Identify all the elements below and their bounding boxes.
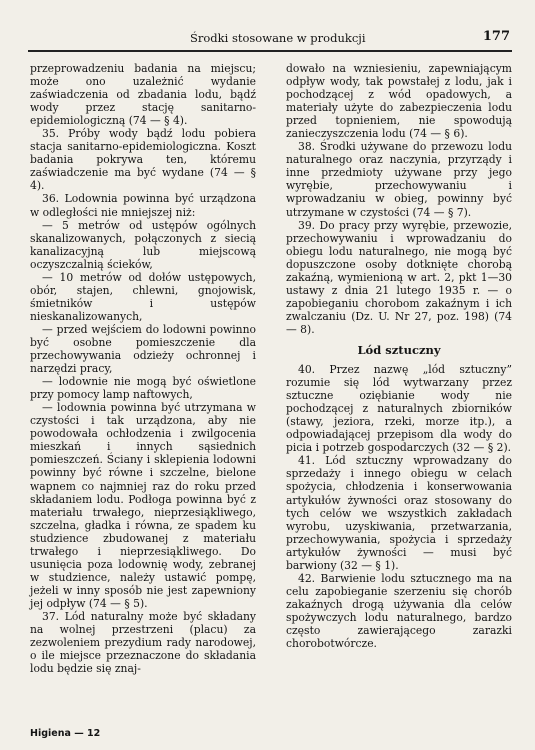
paragraph-36: 36. Lodownia powinna być urządzona w odległości nie mniejszej niż: <box>30 192 256 219</box>
page-header <box>30 31 510 49</box>
section-heading: Lód sztuczny <box>357 342 441 357</box>
paragraph-35: 35. Próby wody bądź lodu pobiera stacja sanitarno-epidemiologiczna. Koszt badania pokrywa ten, któremu zaświadczenie ma być wydane (74 — § 4). <box>30 127 256 193</box>
running-title: Środki stosowane w produkcji <box>190 31 366 45</box>
paragraph-40: 40. Przez nazwę „lód sztuczny” rozumie się lód wytwarzany przez sztuczne oziębianie wody nie pochodzącej z naturalnych zbiorników (stawy, jeziora, rzeki, morze itp.), a odpowiadającej przepisom dla wody do picia i potrzeb gospodarczych (32 — § 2). <box>286 363 512 455</box>
paragraph-continuation: przeprowadzeniu badania na miejscu; może ono uzależnić wydanie zaświadczenia od zbadania lodu, bądź wody przez stację sanitarno-epidemiologiczną (74 — § 4). <box>30 62 256 128</box>
list-item-anteroom: — przed wejściem do lodowni powinno być osobne pomieszczenie dla przechowywania odzieży ochronnej i narzędzi pracy, <box>30 322 256 376</box>
list-item-lamps: — lodownie nie mogą być oświetlone przy pomocy lamp naftowych, <box>30 375 256 402</box>
page-footer: Higiena — 12 <box>30 728 101 739</box>
list-item-5-metres: — 5 metrów od ustępów ogólnych skanalizowanych, połączonych z siecią kanalizacyjną lub miejscową oczyszczalnią ścieków, <box>30 218 256 271</box>
left-column <box>30 62 256 675</box>
list-item-10-metres: — 10 metrów od dołów ustępowych, obór, stajen, chlewni, gnojowisk, śmietników i ustępów nieskanalizowanych, <box>30 270 256 323</box>
paragraph-42: 42. Barwienie lodu sztucznego ma na celu zapobieganie szerzeniu się chorób zakaźnych drogą używania dla celów spożywczych lodu naturalnego, bardzo często zawierającego zarazki chorobotwórcze. <box>286 571 512 651</box>
paragraph-41: 41. Lód sztuczny wprowadzany do sprzedaży i innego obiegu w celach spożycia, chłodzenia i konserwowania artykułów żywności oraz stosowany do tych celów we wszystkich zakładach wyrobu, uzyskiwania, przetwarzania, przechowywania, spożycia i sprzedaży artykułów żywności — musi być barwiony (32 — § 1). <box>286 454 512 572</box>
paragraph-37: 37. Lód naturalny może być składany na wolnej przestrzeni (placu) za zezwoleniem prezydium rady narodowej, o ile miejsce przeznaczone do składania lodu będzie się znaj- <box>30 609 256 676</box>
page-number: 177 <box>482 29 510 44</box>
header-rule <box>28 50 512 52</box>
right-column <box>286 62 512 650</box>
paragraph-38: 38. Środki używane do przewozu lodu naturalnego oraz naczynia, przyrządy i inne przedmioty używane przy jego wyrębie, przechowywaniu i wprowadzaniu w obieg, powinny być utrzymane w czystości (74 — § 7). <box>286 140 512 219</box>
list-item-cleanliness: — lodownia powinna być utrzymana w czystości i tak urządzona, aby nie powodowała ochłodzenia i zwilgocenia mieszkań i innych sąsiednich pomieszczeń. Ściany i sklepienia lodowni powinny być równe i szczelne, bielone wapnem co najmniej raz do roku przed składaniem lodu. Podłoga powinna być z materiału trwałego, nieprzesiąkliwego, szczelna, gładka i równa, ze spadem ku studziencе zbudowanej z materiału trwałego i nieprzesiąkliwego. Do usunięcia poza lodownię wody, zebranej w studzience, należy ustawić pompę, jeżeli w inny sposób nie jest zapewniony jej odpływ (74 — § 5). <box>30 401 256 610</box>
paragraph-39: 39. Do pracy przy wyrębie, przewozie, przechowywaniu i wprowadzaniu do obiegu lodu naturalnego, nie mogą być dopuszczone osoby dotknięte chorobą zakaźną, wymienioną w art. 2, pkt 1—30 ustawy z dnia 21 lutego 1935 r. — o zapobieganiu chorobom zakaźnym i ich zwalczaniu (Dz. U. Nr 27, poz. 198) (74 — 8). <box>286 218 512 336</box>
paragraph-37-continuation: dowało na wzniesieniu, zapewniającym odpływ wody, tak powstałej z lodu, jak i pochodzącej z wód opadowych, a materiały użyte do zabezpieczenia lodu przed topnieniem, nie spowodują zanieczyszczenia lodu (74 — § 6). <box>286 62 512 141</box>
